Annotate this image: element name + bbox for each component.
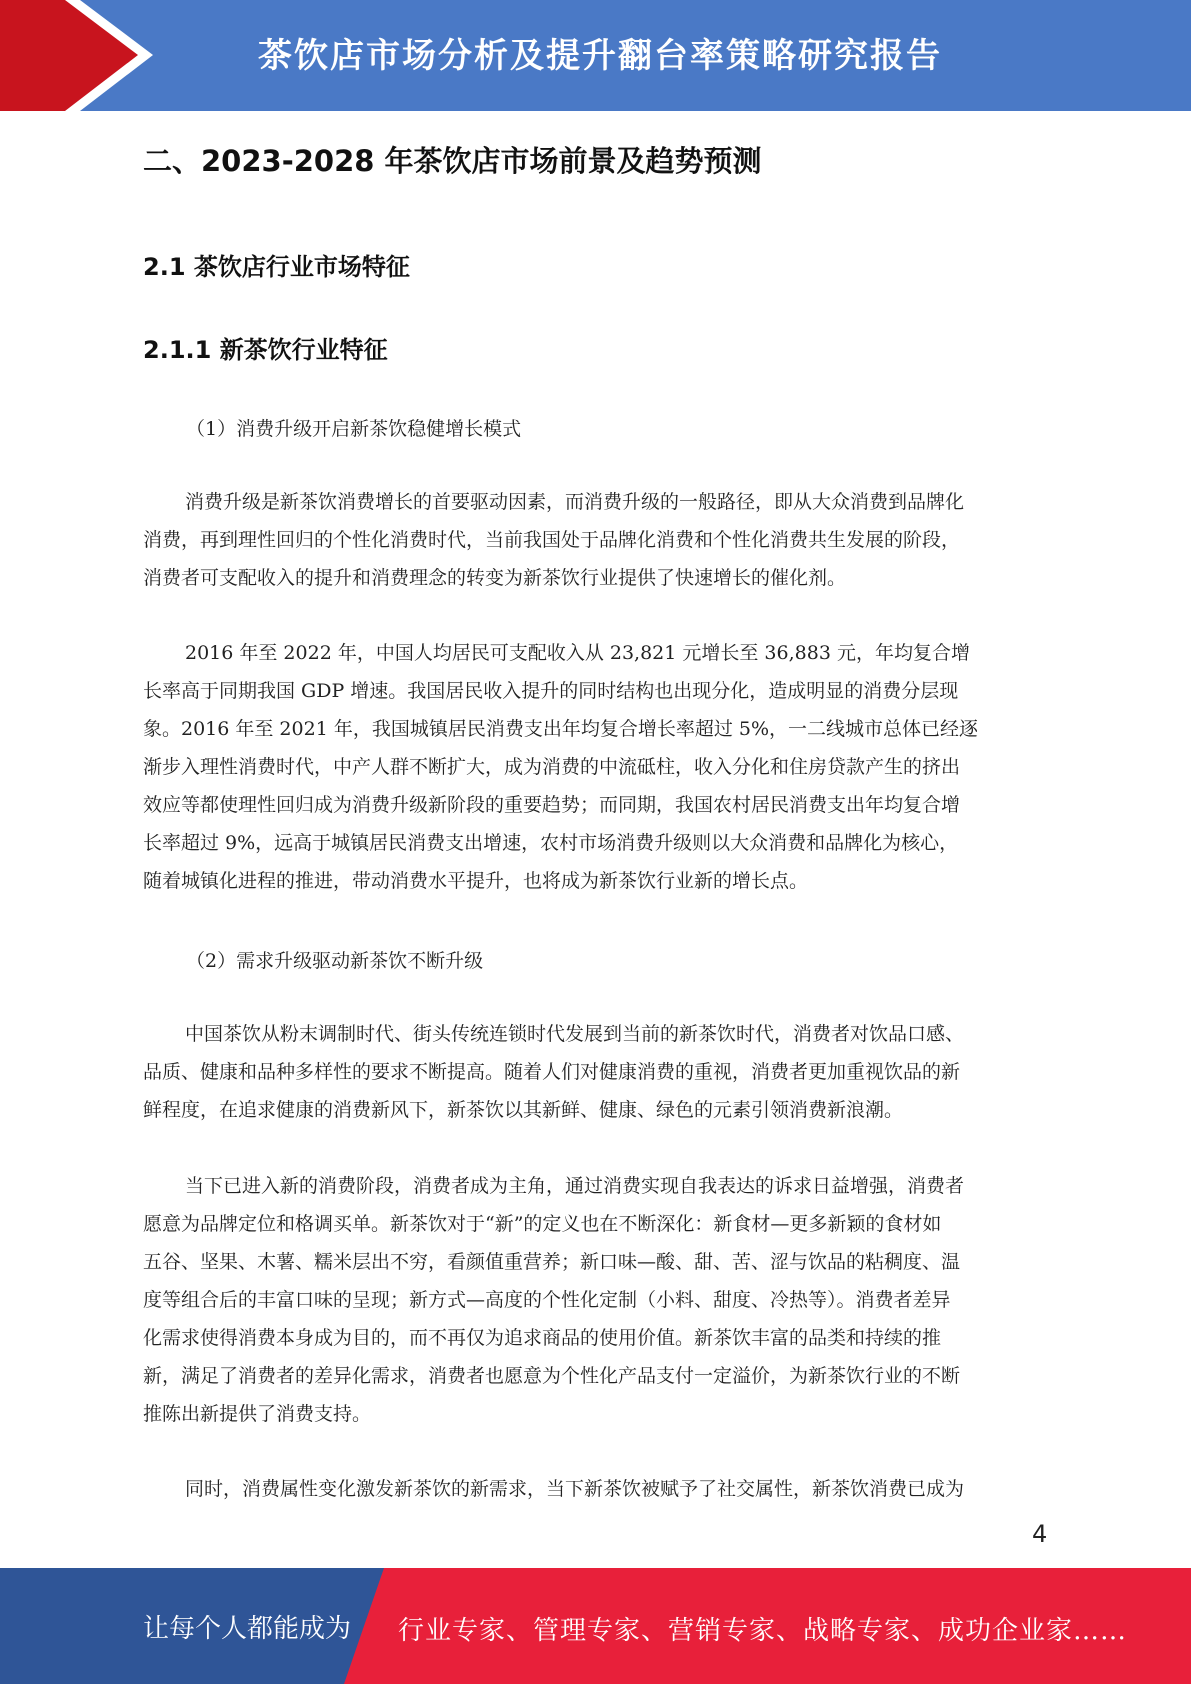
paragraph-2 — [143, 634, 1048, 900]
item-heading-1: （1）消费升级开启新茶饮稳健增长模式 — [186, 418, 522, 440]
footer-tagline: 行业专家、管理专家、营销专家、战略专家、成功企业家…… — [398, 1616, 1128, 1646]
paragraph-line: 象。2016 年至 2021 年，我国城镇居民消费支出年均复合增长率超过 5%，一二线城市总体已经逐 — [143, 718, 979, 740]
paragraph-line: 度等组合后的丰富口味的呈现；新方式—高度的个性化定制（小料、甜度、冷热等）。消费者差异 — [143, 1289, 951, 1311]
paragraph-line: 效应等都使理性回归成为消费升级新阶段的重要趋势；而同期，我国农村居民消费支出年均复合增 — [143, 794, 961, 816]
paragraph-line: 鲜程度，在追求健康的消费新风下，新茶饮以其新鲜、健康、绿色的元素引领消费新浪潮。 — [143, 1099, 904, 1121]
paragraph-1 — [143, 483, 1048, 597]
paragraph-line: 五谷、坚果、木薯、糯米层出不穷，看颜值重营养；新口味—酸、甜、苦、涩与饮品的粘稠度、温 — [143, 1251, 961, 1273]
paragraph-4 — [143, 1167, 1048, 1433]
page-number: 4 — [1032, 1520, 1048, 1548]
page-header — [0, 0, 1191, 111]
paragraph-line: 当下已进入新的消费阶段，消费者成为主角，通过消费实现自我表达的诉求日益增强，消费者 — [185, 1175, 965, 1197]
paragraph-line: 长率超过 9%，远高于城镇居民消费支出增速，农村市场消费升级则以大众消费和品牌化为核心， — [143, 832, 959, 854]
paragraph-5 — [143, 1470, 1048, 1508]
paragraph-line: 渐步入理性消费时代，中产人群不断扩大，成为消费的中流砥柱，收入分化和住房贷款产生的挤出 — [143, 756, 961, 778]
paragraph-line: 新，满足了消费者的差异化需求，消费者也愿意为个性化产品支付一定溢价，为新茶饮行业的不断 — [143, 1365, 961, 1387]
footer-slogan: 让每个人都能成为 — [143, 1614, 352, 1644]
page-footer — [0, 1568, 1191, 1684]
subsubsection-heading: 2.1.1 新茶饮行业特征 — [143, 336, 388, 364]
subsection-heading: 2.1 茶饮店行业市场特征 — [143, 253, 410, 281]
paragraph-3 — [143, 1015, 1048, 1129]
paragraph-line: 推陈出新提供了消费支持。 — [143, 1403, 372, 1425]
paragraph-line: 消费升级是新茶饮消费增长的首要驱动因素，而消费升级的一般路径，即从大众消费到品牌化 — [185, 491, 965, 513]
paragraph-line: 中国茶饮从粉末调制时代、街头传统连锁时代发展到当前的新茶饮时代，消费者对饮品口感、 — [185, 1023, 965, 1045]
report-title: 茶饮店市场分析及提升翻台率策略研究报告 — [258, 36, 942, 76]
paragraph-line: 化需求使得消费本身成为目的，而不再仅为追求商品的使用价值。新茶饮丰富的品类和持续的推 — [143, 1327, 942, 1349]
paragraph-line: 长率高于同期我国 GDP 增速。我国居民收入提升的同时结构也出现分化，造成明显的消费分层现 — [143, 680, 959, 702]
section-heading: 二、2023-2028 年茶饮店市场前景及趋势预测 — [143, 144, 762, 178]
paragraph-line: 2016 年至 2022 年，中国人均居民可支配收入从 23,821 元增长至 36,883 元，年均复合增 — [185, 642, 970, 664]
item-heading-2: （2）需求升级驱动新茶饮不断升级 — [186, 950, 484, 972]
paragraph-line: 愿意为品牌定位和格调买单。新茶饮对于“新”的定义也在不断深化：新食材—更多新颖的食材如 — [143, 1213, 942, 1235]
paragraph-line: 品质、健康和品种多样性的要求不断提高。随着人们对健康消费的重视，消费者更加重视饮品的新 — [143, 1061, 961, 1083]
paragraph-line: 消费者可支配收入的提升和消费理念的转变为新茶饮行业提供了快速增长的催化剂。 — [143, 567, 847, 589]
paragraph-line: 随着城镇化进程的推进，带动消费水平提升，也将成为新茶饮行业新的增长点。 — [143, 870, 809, 892]
paragraph-line: 同时，消费属性变化激发新茶饮的新需求，当下新茶饮被赋予了社交属性，新茶饮消费已成为 — [185, 1478, 965, 1500]
paragraph-line: 消费，再到理性回归的个性化消费时代，当前我国处于品牌化消费和个性化消费共生发展的阶段， — [143, 529, 961, 551]
